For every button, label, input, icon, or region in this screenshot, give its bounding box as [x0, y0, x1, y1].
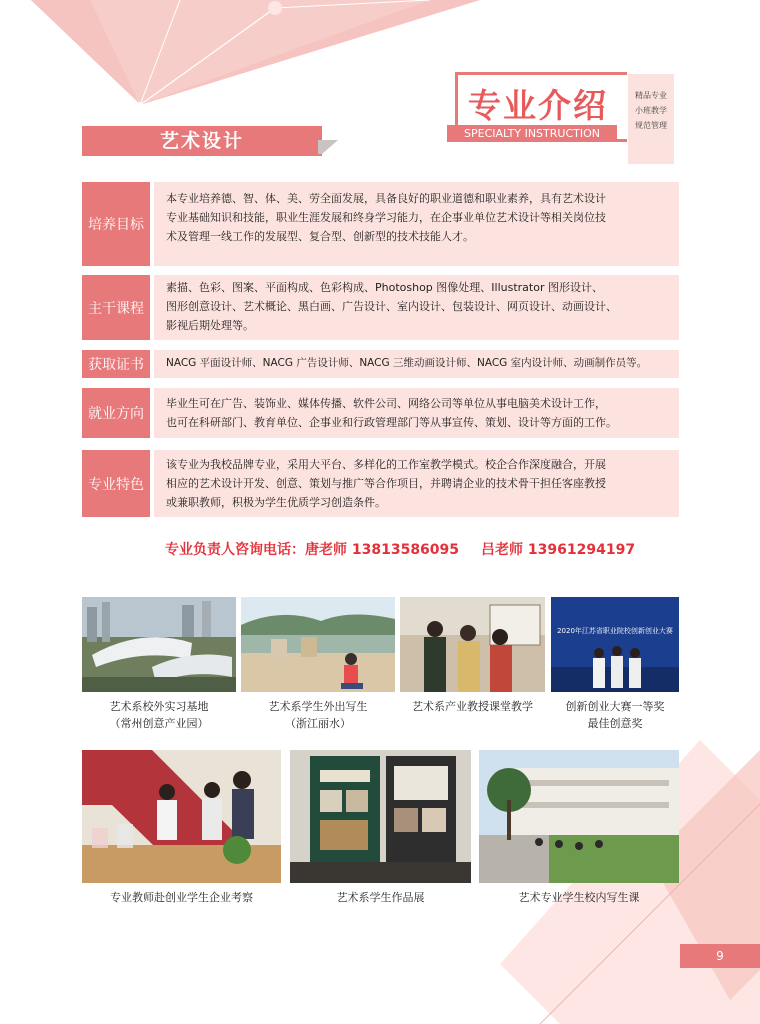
row-label: 培养目标: [82, 182, 150, 266]
info-row-goal: [82, 182, 679, 266]
caption-line: 创新创业大赛一等奖: [565, 700, 665, 713]
contact-teacher-2: 吕老师 13961294197: [481, 542, 636, 558]
row-text: [154, 450, 679, 517]
caption-line: （常州创意产业园）: [109, 717, 209, 730]
side-note: 精品专业: [635, 91, 667, 100]
info-row-certificates: [82, 350, 679, 378]
text-line: 相应的艺术设计开发、创意、策划与推广等合作项目，并聘请企业的技术骨干担任客座教授: [166, 477, 606, 490]
text-line: 影视后期处理等。: [166, 319, 254, 332]
caption-line: 专业教师赴创业学生企业考察: [110, 891, 253, 904]
photo-internship-base: [82, 597, 236, 692]
text-line: 专业基础知识和技能，职业生涯发展和终身学习能力，在企事业单位艺术设计等相关岗位技: [166, 211, 606, 224]
text-line: 素描、色彩、图案、平面构成、色彩构成、Photoshop 图像处理、Illustrator 图形设计、: [166, 281, 603, 294]
caption-line: （浙江丽水）: [285, 717, 351, 730]
top-left-decoration: [0, 0, 480, 110]
photo-classroom-teaching: [400, 597, 545, 692]
page-number: 9: [680, 944, 760, 968]
caption-line: 艺术系学生作品展: [336, 891, 425, 904]
photo-competition-award: [551, 597, 679, 692]
contact-prefix: 专业负责人咨询电话：: [165, 542, 305, 558]
photo-caption: [479, 889, 679, 906]
row-label: 主干课程: [82, 275, 150, 340]
text-line: NACG 平面设计师、NACG 广告设计师、NACG 三维动画设计师、NACG 室内设计师、动画制作员等。: [166, 357, 648, 369]
photo-campus-sketching: [479, 750, 679, 883]
photo-outdoor-sketching: [241, 597, 395, 692]
caption-line: 艺术系产业教授课堂教学: [412, 700, 533, 713]
info-row-career: [82, 388, 679, 438]
text-line: 术及管理一线工作的发展型、复合型、创新型的技术技能人才。: [166, 230, 474, 243]
photo-caption: [82, 698, 236, 732]
caption-line: 艺术系学生外出写生: [268, 700, 368, 713]
photo-enterprise-visit: [82, 750, 281, 883]
side-notes: [628, 74, 674, 164]
text-line: 或兼职教师，积极为学生优质学习创造条件。: [166, 496, 386, 509]
row-text: [154, 388, 679, 438]
row-text: [154, 275, 679, 340]
row-text: [154, 182, 679, 266]
caption-line: 最佳创意奖: [587, 717, 643, 730]
photo-caption: [241, 698, 395, 732]
row-label: 专业特色: [82, 450, 150, 517]
contact-teacher-1: 唐老师 13813586095: [305, 542, 460, 558]
contact-line: [165, 539, 657, 559]
photo-student-exhibition: [290, 750, 471, 883]
side-note: 小班教学: [635, 106, 667, 115]
photo-caption: [400, 698, 545, 715]
caption-line: 艺术系校外实习基地: [109, 700, 209, 713]
row-text: [154, 350, 679, 378]
text-line: 本专业培养德、智、体、美、劳全面发展，具备良好的职业道德和职业素养，具有艺术设计: [166, 192, 606, 205]
info-row-courses: [82, 275, 679, 340]
caption-line: 艺术专业学生校内写生课: [518, 891, 640, 904]
page-subtitle-en: SPECIALTY INSTRUCTION: [447, 125, 617, 142]
text-line: 也可在科研部门、教育单位、企事业和行政管理部门等从事宣传、策划、设计等方面的工作。: [166, 416, 617, 429]
text-line: 该专业为我校品牌专业，采用大平台、多样化的工作室教学模式。校企合作深度融合，开展: [166, 458, 606, 471]
row-label: 获取证书: [82, 350, 150, 378]
photo-caption: [551, 698, 679, 732]
info-row-features: [82, 450, 679, 517]
row-label: 就业方向: [82, 388, 150, 438]
photo-banner-text: 2020年江苏省职业院校创新创业大赛: [557, 627, 673, 635]
page-title: 专业介绍: [468, 86, 608, 125]
section-title: 艺术设计: [159, 130, 244, 152]
text-line: 图形创意设计、艺术概论、黑白画、广告设计、室内设计、包装设计、网页设计、动画设计、: [166, 300, 617, 313]
photo-caption: [290, 889, 471, 906]
photo-caption: [82, 889, 281, 906]
side-note: 规范管理: [635, 121, 667, 130]
text-line: 毕业生可在广告、装饰业、媒体传播、软件公司、网络公司等单位从事电脑美术设计工作，: [166, 397, 606, 410]
